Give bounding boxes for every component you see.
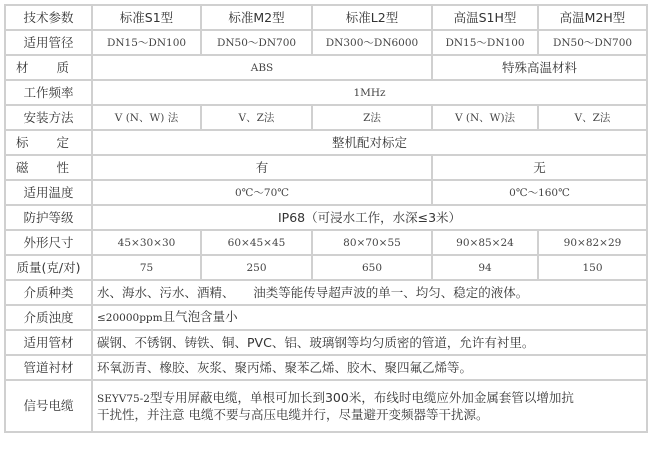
row-signal-cable xyxy=(5,380,647,432)
row-weight xyxy=(5,255,647,280)
row-frequency xyxy=(5,80,647,105)
label-part-a: 磁 xyxy=(16,159,29,175)
cell-value: 60×45×45 xyxy=(201,230,312,255)
cable-line-1-text: 型专用屏蔽电缆，单根可加长到300米，布线时电缆应外加金属套管以增加抗 xyxy=(149,390,574,405)
cell-value: V、Z法 xyxy=(538,105,647,130)
header-row xyxy=(5,5,647,30)
row-label: 工作频率 xyxy=(5,80,92,105)
cell-value: DN15～DN100 xyxy=(432,30,538,55)
cell-value-standard: 有 xyxy=(92,155,432,180)
model-s1: 标准S1型 xyxy=(92,5,201,30)
row-pipe-diameter xyxy=(5,30,647,55)
cell-value: DN50～DN700 xyxy=(201,30,312,55)
cell-value: 1MHz xyxy=(92,80,647,105)
row-medium-turbidity xyxy=(5,305,647,330)
row-material xyxy=(5,55,647,80)
cell-value: DN50～DN700 xyxy=(538,30,647,55)
cell-value: 650 xyxy=(312,255,432,280)
cell-value: 80×70×55 xyxy=(312,230,432,255)
row-label: 适用管材 xyxy=(5,330,92,355)
label-part-b: 定 xyxy=(56,134,70,150)
row-dimensions xyxy=(5,230,647,255)
model-s1h: 高温S1H型 xyxy=(432,5,538,30)
row-label: 信号电缆 xyxy=(5,380,92,432)
row-label: 管道衬材 xyxy=(5,355,92,380)
label-part-b: 性 xyxy=(56,159,70,175)
cable-line-2: 干扰性，并注意 电缆不要与高压电缆并行，尽量避开变频器等干扰源。 xyxy=(97,407,489,422)
cable-line-1 xyxy=(97,390,642,407)
cell-value: 250 xyxy=(201,255,312,280)
row-label: 介质浊度 xyxy=(5,305,92,330)
row-label xyxy=(5,155,92,180)
cell-value: 碳钢、不锈钢、铸铁、铜、PVC、铝、玻璃钢等均匀质密的管道，允许有衬里。 xyxy=(92,330,647,355)
cell-value: 90×85×24 xyxy=(432,230,538,255)
row-label: 安装方法 xyxy=(5,105,92,130)
label-part-a: 标 xyxy=(16,134,29,150)
model-m2: 标准M2型 xyxy=(201,5,312,30)
spec-table xyxy=(4,4,648,433)
model-l2: 标准L2型 xyxy=(312,5,432,30)
cell-value-high-temp: 0℃～160℃ xyxy=(432,180,647,205)
cell-value: 45×30×30 xyxy=(92,230,201,255)
cell-value: 90×82×29 xyxy=(538,230,647,255)
row-label: 外形尺寸 xyxy=(5,230,92,255)
cell-value: 75 xyxy=(92,255,201,280)
label-part-b: 质 xyxy=(56,59,70,75)
row-calibration xyxy=(5,130,647,155)
cell-value: IP68（可浸水工作，水深≤3米） xyxy=(92,205,647,230)
row-pipe-lining xyxy=(5,355,647,380)
cell-value-high-temp: 特殊高温材料 xyxy=(432,55,647,80)
row-label: 适用管径 xyxy=(5,30,92,55)
cell-value-standard: 0℃～70℃ xyxy=(92,180,432,205)
row-magnetic xyxy=(5,155,647,180)
row-install-method xyxy=(5,105,647,130)
row-label: 防护等级 xyxy=(5,205,92,230)
header-label: 技术参数 xyxy=(5,5,92,30)
cell-value: V、Z法 xyxy=(201,105,312,130)
value-suffix: 且气泡含量小 xyxy=(162,309,238,324)
label-part-a: 材 xyxy=(16,59,29,75)
row-label: 质量(克/对) xyxy=(5,255,92,280)
cell-value: DN15～DN100 xyxy=(92,30,201,55)
cell-value: DN300～DN6000 xyxy=(312,30,432,55)
row-label: 适用温度 xyxy=(5,180,92,205)
cell-value: V (N、W) 法 xyxy=(92,105,201,130)
cell-value: 环氧沥青、橡胶、灰浆、聚丙烯、聚苯乙烯、胶木、聚四氟乙烯等。 xyxy=(92,355,647,380)
model-m2h: 高温M2H型 xyxy=(538,5,647,30)
cell-value: 整机配对标定 xyxy=(92,130,647,155)
cell-value: 94 xyxy=(432,255,538,280)
cell-value: Z法 xyxy=(312,105,432,130)
row-label: 介质种类 xyxy=(5,280,92,305)
cell-value xyxy=(92,380,647,432)
row-pipe-material xyxy=(5,330,647,355)
row-label xyxy=(5,130,92,155)
row-temperature xyxy=(5,180,647,205)
cell-value: 150 xyxy=(538,255,647,280)
cell-value xyxy=(92,305,647,330)
row-medium-type xyxy=(5,280,647,305)
cell-value-high-temp: 无 xyxy=(432,155,647,180)
cell-value: 水、海水、污水、酒精、 油类等能传导超声波的单一、均匀、稳定的液体。 xyxy=(92,280,647,305)
cable-model: SEYV75-2 xyxy=(97,393,150,405)
row-label xyxy=(5,55,92,80)
row-protection xyxy=(5,205,647,230)
cell-value: V (N、W)法 xyxy=(432,105,538,130)
value-prefix: ≤20000ppm xyxy=(97,312,163,324)
cell-value-standard: ABS xyxy=(92,55,432,80)
